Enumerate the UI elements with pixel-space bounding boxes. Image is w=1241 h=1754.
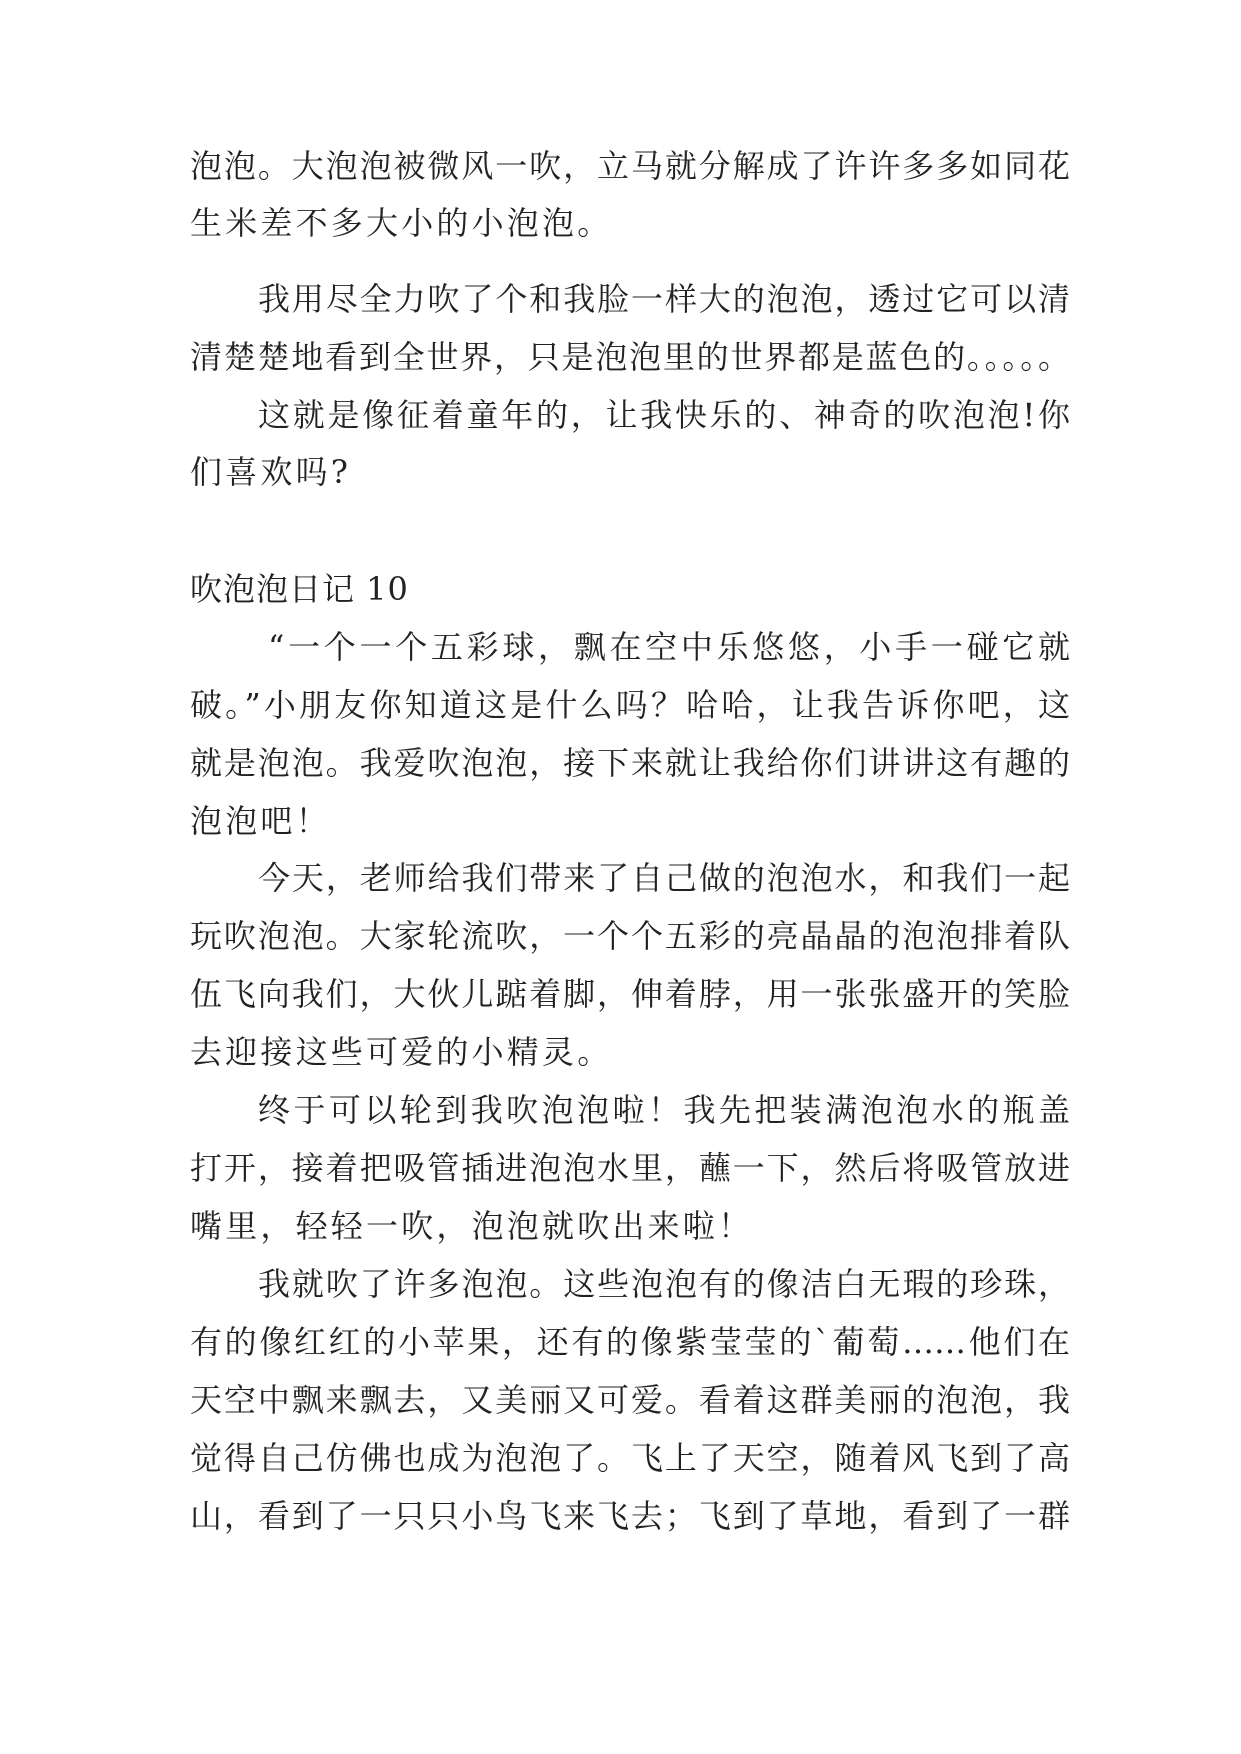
text-line: 泡泡。大泡泡被微风一吹，立马就分解成了许许多多如同花 xyxy=(190,147,1070,185)
text-line: 觉得自己仿佛也成为泡泡了。飞上了天空，随着风飞到了高 xyxy=(190,1439,1070,1477)
text-line: 清楚楚地看到全世界，只是泡泡里的世界都是蓝色的。。。。。 xyxy=(190,338,1070,376)
text-line: 我就吹了许多泡泡。这些泡泡有的像洁白无瑕的珍珠， xyxy=(258,1265,1070,1303)
text-line: “一个一个五彩球，飘在空中乐悠悠，小手一碰它就 xyxy=(268,628,1070,666)
text-line: 有的像红红的小苹果，还有的像紫莹莹的`葡萄……他们在 xyxy=(190,1323,1070,1361)
text-line: 就是泡泡。我爱吹泡泡，接下来就让我给你们讲讲这有趣的 xyxy=(190,744,1070,782)
text-line: 我用尽全力吹了个和我脸一样大的泡泡，透过它可以清 xyxy=(258,280,1070,318)
text-line: 泡泡吧！ xyxy=(190,802,331,840)
text-line: 去迎接这些可爱的小精灵。 xyxy=(190,1033,613,1071)
text-line: 玩吹泡泡。大家轮流吹，一个个五彩的亮晶晶的泡泡排着队 xyxy=(190,917,1070,955)
text-line: 今天，老师给我们带来了自己做的泡泡水，和我们一起 xyxy=(258,859,1070,897)
text-line: 山，看到了一只只小鸟飞来飞去；飞到了草地，看到了一群 xyxy=(190,1497,1070,1535)
text-line: 天空中飘来飘去，又美丽又可爱。看着这群美丽的泡泡，我 xyxy=(190,1381,1070,1419)
text-line: 终于可以轮到我吹泡泡啦！我先把装满泡泡水的瓶盖 xyxy=(258,1091,1070,1129)
text-line: 们喜欢吗? xyxy=(190,453,352,491)
text-line: 破。”小朋友你知道这是什么吗？哈哈，让我告诉你吧，这 xyxy=(190,686,1070,724)
text-line: 打开，接着把吸管插进泡泡水里，蘸一下，然后将吸管放进 xyxy=(190,1149,1070,1187)
text-line: 嘴里，轻轻一吹，泡泡就吹出来啦！ xyxy=(190,1207,754,1245)
text-line: 伍飞向我们，大伙儿踮着脚，伸着脖，用一张张盛开的笑脸 xyxy=(190,975,1070,1013)
text-line: 这就是像征着童年的，让我快乐的、神奇的吹泡泡!你 xyxy=(258,396,1070,434)
section-heading: 吹泡泡日记 10 xyxy=(190,570,409,608)
text-line: 生米差不多大小的小泡泡。 xyxy=(190,204,613,242)
